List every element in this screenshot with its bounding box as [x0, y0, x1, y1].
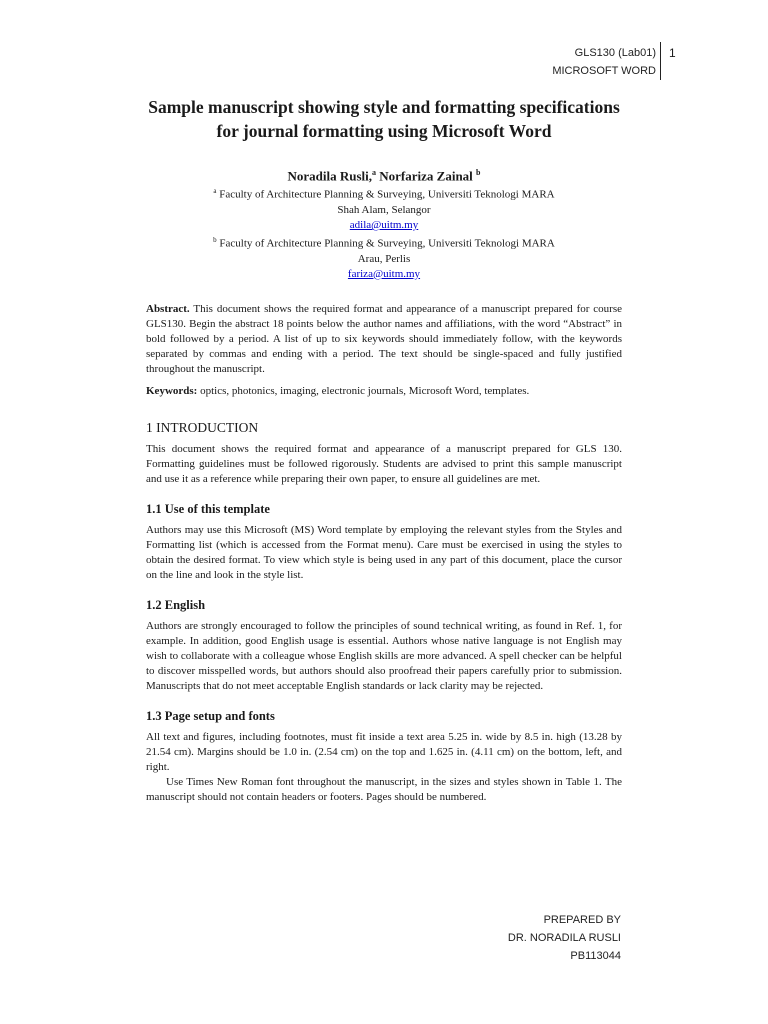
- page-header: [552, 44, 656, 80]
- header-subject: MICROSOFT WORD: [552, 65, 656, 77]
- affiliation-b-email-row: [146, 267, 622, 282]
- header-course: GLS130 (Lab01): [574, 47, 656, 59]
- subsection-heading-template: 1.1 Use of this template: [146, 501, 270, 516]
- affiliation-b-text: Faculty of Architecture Planning & Surveying, Universiti Teknologi MARA: [219, 237, 555, 250]
- author-2: Norfariza Zainal: [376, 168, 477, 184]
- introduction-paragraph: This document shows the required format and appearance of a manuscript prepared for GLS 130. Formatting guidelines must be followed rigorously. Students are advised to print this sample manuscript and use it as a reference while preparing their own paper, to ensure all guidelines are met.: [146, 442, 622, 485]
- email-link-a[interactable]: adila@uitm.my: [349, 218, 419, 231]
- page-setup-paragraph-2: Use Times New Roman font throughout the manuscript, in the sizes and styles shown in Table 1. The manuscript should not contain headers or footers. Pages should be numbered.: [146, 775, 622, 803]
- page-footer: [508, 911, 621, 965]
- footer-prepared-by: PREPARED BY: [543, 914, 621, 926]
- keywords-paragraph: [146, 384, 622, 399]
- subsection-heading-page-setup: 1.3 Page setup and fonts: [146, 708, 275, 723]
- affiliation-b: [146, 233, 622, 282]
- footer-id: PB113044: [570, 950, 621, 962]
- document-title: Sample manuscript showing style and formatting specifications for journal formatting using Microsoft Word: [148, 97, 620, 141]
- section-heading-introduction: 1 INTRODUCTION: [146, 419, 259, 435]
- header-divider: [660, 42, 661, 80]
- subsection-heading-english: 1.2 English: [146, 597, 206, 612]
- author-2-sup: b: [476, 168, 481, 177]
- english-paragraph: Authors are strongly encouraged to follow the principles of sound technical writing, as found in Ref. 1, for example. In addition, good English usage is essential. Authors whose native language is not English may wish to collaborate with a colleague whose English skills are more advanced. A spell checker can be helpful to discover misspelled words, but authors should also proofread their papers carefully prior to submission. Manuscripts that do not meet acceptable English standards or lack clarity may be rejected.: [146, 619, 622, 692]
- abstract-text: This document shows the required format and appearance of a manuscript prepared for course GLS130. Begin the abstract 18 points below the author names and affiliations, with the word “Abstract” in bold followed by a period. A list of up to six keywords should immediately follow, with the keywords separated by commas and ending with a period. The text should be single-spaced and fully justified throughout the manuscript.: [146, 302, 622, 375]
- affiliation-a-line1: [146, 184, 622, 203]
- affiliation-b-sup: b: [213, 235, 217, 244]
- affiliation-a-line2: Shah Alam, Selangor: [337, 203, 431, 216]
- author-1: Noradila Rusli,: [287, 168, 373, 184]
- affiliation-b-line1: [146, 233, 622, 252]
- template-paragraph: Authors may use this Microsoft (MS) Word template by employing the relevant styles from the Styles and Formatting list (which is accessed from the Format menu). Care must be exercised in using the styles to obtain the desired format. To view which style is being used in any part of this document, place the cursor on the line and look in the style list.: [146, 523, 622, 581]
- footer-author: DR. NORADILA RUSLI: [507, 932, 621, 944]
- page-setup-paragraph-1: All text and figures, including footnotes, must fit inside a text area 5.25 in. wide by 8.5 in. high (13.28 by 21.54 cm). Margins should be 1.0 in. (2.54 cm) on the top and 1.625 in. (4.11 cm) on the bottom, left, and right.: [146, 730, 622, 773]
- keywords-label: Keywords:: [146, 384, 198, 397]
- page-number: 1: [669, 46, 676, 60]
- author-1-sup: a: [372, 168, 377, 177]
- author-line: [146, 165, 622, 184]
- affiliation-a: [146, 184, 622, 233]
- document-body: [146, 96, 622, 805]
- abstract-paragraph: [146, 302, 622, 377]
- affiliation-b-line2: Arau, Perlis: [357, 252, 411, 265]
- affiliation-a-text: Faculty of Architecture Planning & Surveying, Universiti Teknologi MARA: [219, 188, 555, 201]
- email-link-b[interactable]: fariza@uitm.my: [347, 267, 421, 280]
- affiliation-a-sup: a: [213, 187, 217, 196]
- keywords-text: optics, photonics, imaging, electronic journals, Microsoft Word, templates.: [197, 384, 530, 397]
- affiliation-a-email-row: [146, 218, 622, 233]
- abstract-label: Abstract.: [146, 302, 190, 315]
